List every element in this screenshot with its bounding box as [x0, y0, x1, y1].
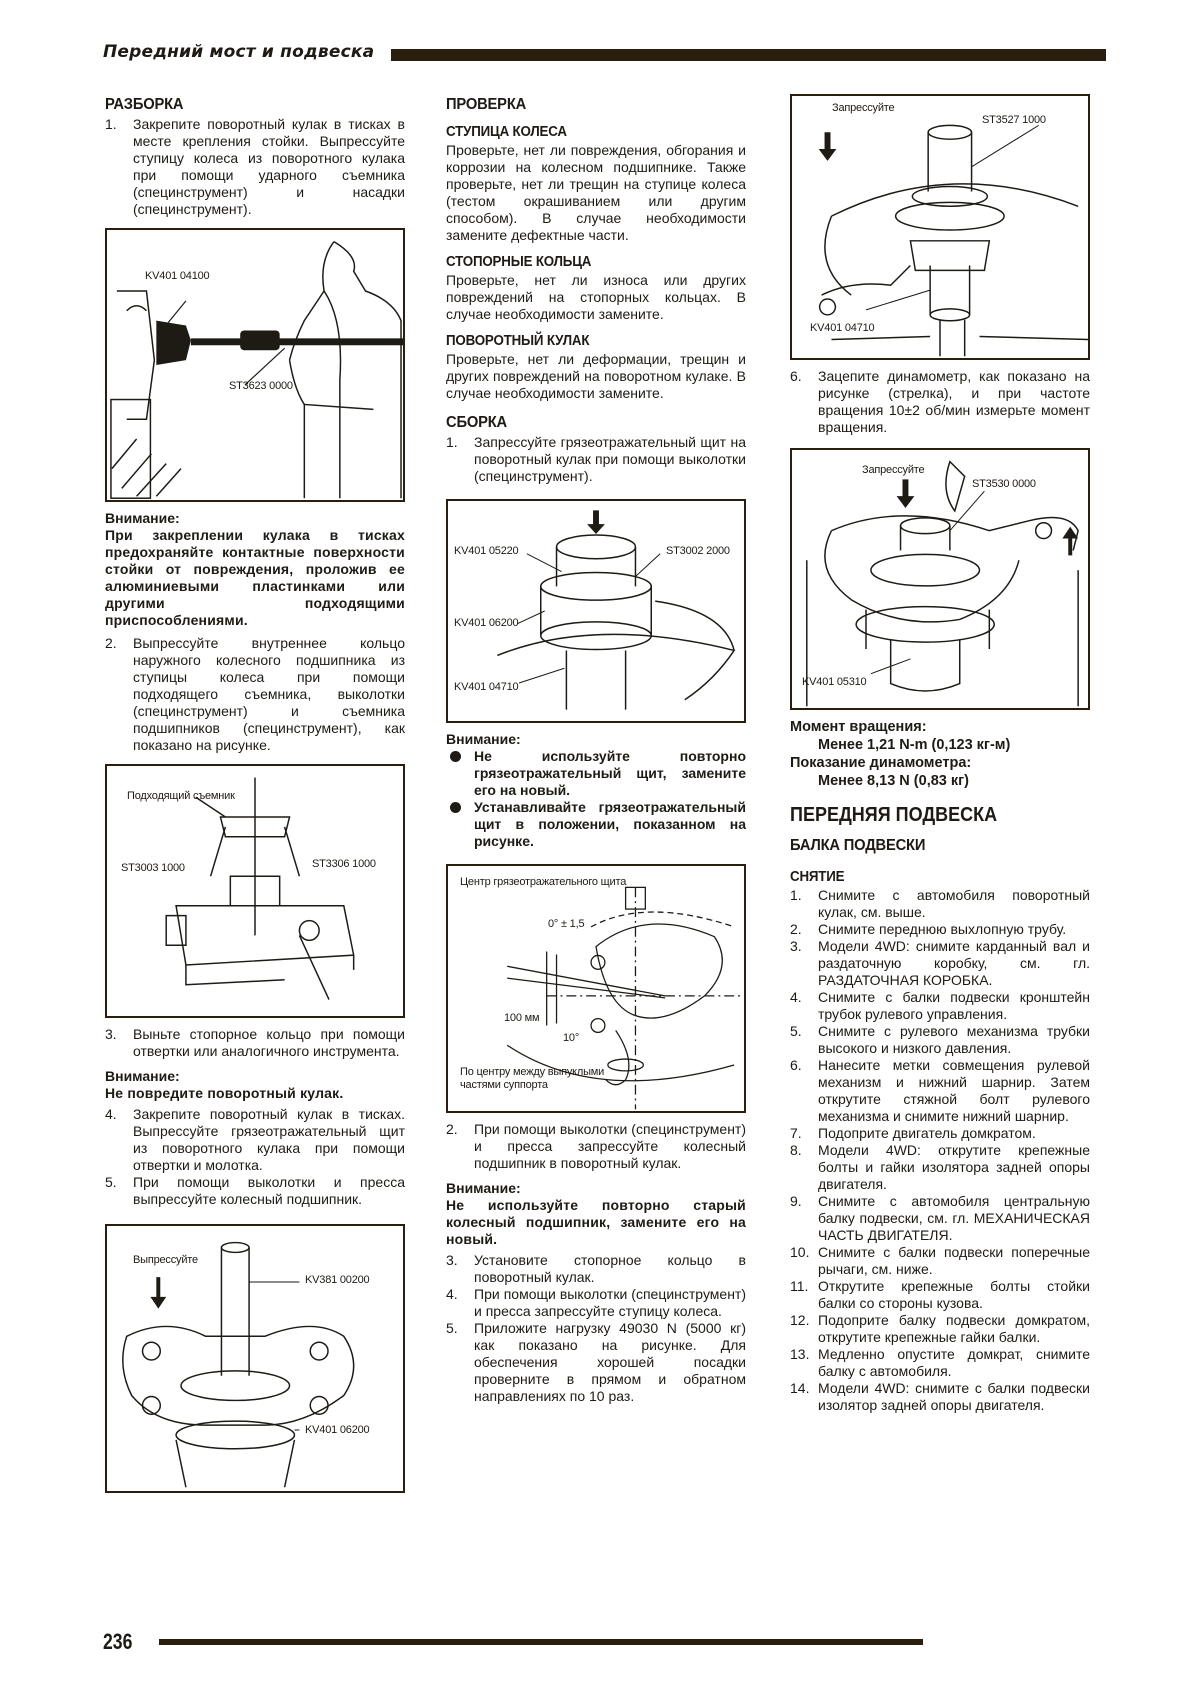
tool-label: Подходящий съемник — [127, 790, 235, 802]
tool-label: ST3002 2000 — [666, 545, 730, 557]
section-heading-inspection: ПРОВЕРКА — [446, 96, 527, 113]
figure-press-in-hub — [790, 94, 1090, 360]
diagram-label: По центру между выпуклыми частями суппорта — [460, 1066, 605, 1091]
figure-press-out-bearing — [105, 1224, 405, 1493]
warning-bullet: Не используйте повторно грязеотражательный щит, замените его на новый. — [446, 748, 746, 799]
tool-label: ST3306 1000 — [312, 858, 376, 870]
page-number: 236 — [103, 1629, 133, 1654]
warning-title: Внимание: — [446, 731, 521, 747]
tool-label: KV401 06200 — [454, 617, 519, 629]
list-item: 4. Закрепите поворотный кулак в тисках. Выпрессуйте грязеотражательный щит из поворотного кулака при помощи отвертки и молотка. — [105, 1106, 405, 1173]
tool-label: KV401 04710 — [454, 681, 519, 693]
tool-label: KV401 06200 — [305, 1424, 370, 1436]
warning-title: Внимание: — [446, 1180, 521, 1196]
subheading-removal: СНЯТИЕ — [790, 869, 845, 885]
warning-title: Внимание: — [105, 1068, 180, 1084]
subheading-steering-knuckle: ПОВОРОТНЫЙ КУЛАК — [446, 333, 590, 349]
page-footer — [103, 1631, 923, 1653]
figure-dust-shield-press — [446, 499, 746, 723]
list-item: 14. Модели 4WD: снимите с балки подвески изолятор задней опоры двигателя. — [790, 1380, 1090, 1413]
disassembly-steps-c — [105, 1026, 405, 1060]
distance-label: 100 мм — [504, 1012, 540, 1024]
list-item: 9. Снимите с автомобиля центральную балку подвески, см. гл. МЕХАНИЧЕСКАЯ ЧАСТЬ ДВИГАТЕЛЯ. — [790, 1193, 1090, 1243]
bearing-puller-illustration — [107, 766, 403, 1016]
tool-label: KV401 05220 — [454, 545, 519, 557]
assembly-steps-a — [446, 434, 746, 485]
footer-rule — [159, 1639, 923, 1645]
column-3 — [790, 96, 1090, 1414]
list-item: 13. Медленно опустите домкрат, снимите балку с автомобиля. — [790, 1346, 1090, 1379]
figure-dynamometer — [790, 448, 1090, 710]
list-item: 6. Зацепите динамометр, как показано на рисунке (стрелка), и при частоте вращения 10±2 об/мин измерьте момент вращения. — [790, 368, 1090, 435]
list-item: 6. Нанесите метки совмещения рулевой механизм и нижний шарнир. Затем открутите стяжной болт рулевого механизма и снимите нижний шарнир. — [790, 1057, 1090, 1124]
spec-torque-label: Момент вращения: — [790, 719, 927, 735]
list-item: 2. При помощи выколотки (специнструмент) и пресса запрессуйте колесный подшипник в поворотный кулак. — [446, 1121, 746, 1171]
list-item: 4. При помощи выколотки (специнструмент) и пресса запрессуйте ступицу колеса. — [446, 1286, 746, 1319]
list-item: 1. Запрессуйте грязеотражательный щит на поворотный кулак при помощи выколотки (специнструмент). — [446, 434, 746, 484]
column-2 — [446, 96, 746, 1405]
figure-slide-hammer — [105, 228, 405, 502]
list-item: 5. Приложите нагрузку 49030 N (5000 кг) как показано на рисунке. Для обеспечения хорошей посадки проверните в прямом и обратном направлениях по 10 раз. — [446, 1320, 746, 1404]
figure-bearing-puller — [105, 764, 405, 1018]
warning-text: Не повредите поворотный кулак. — [105, 1085, 344, 1101]
list-item: 2. Выпрессуйте внутреннее кольцо наружного колесного подшипника из ступицы колеса при помощи подходящего съемника, выколотки (специнструмент) и съемника подшипников (специнструмент), как показано на рисунке. — [105, 635, 405, 753]
paragraph: Проверьте, нет ли деформации, трещин и других повреждений на поворотном кулаке. В случае необходимости замените. — [446, 351, 746, 401]
section-heading-assembly: СБОРКА — [446, 414, 507, 431]
list-item: 4. Снимите с балки подвески кронштейн трубок рулевого управления. — [790, 989, 1090, 1022]
list-item: 1. Закрепите поворотный кулак в тисках в месте крепления стойки. Выпрессуйте ступицу колеса из поворотного кулака при помощи ударного съемника (специнструмент) и насадки (специнструмент). — [105, 116, 405, 217]
column-1 — [105, 96, 405, 1501]
list-item: 12. Подоприте балку подвески домкратом, открутите крепежные гайки балки. — [790, 1312, 1090, 1345]
chapter-title: Передний мост и подвеска — [103, 42, 375, 62]
disassembly-steps-b — [105, 635, 405, 754]
list-item: 5. При помощи выколотки и пресса выпрессуйте колесный подшипник. — [105, 1174, 405, 1207]
tool-label: KV401 04100 — [145, 270, 210, 282]
disassembly-steps-a — [105, 116, 405, 218]
subheading-wheel-hub: СТУПИЦА КОЛЕСА — [446, 124, 567, 140]
list-item: 11. Открутите крепежные болты стойки балки со стороны кузова. — [790, 1278, 1090, 1311]
list-item: 8. Модели 4WD: открутите крепежные болты и гайки изолятора задней опоры двигателя. — [790, 1142, 1090, 1192]
press-in-hub-illustration — [792, 96, 1088, 358]
page-header — [103, 44, 1106, 66]
list-item: 1. Снимите с автомобиля поворотный кулак, см. выше. — [790, 887, 1090, 920]
tool-label: KV401 05310 — [802, 676, 867, 688]
tool-label: ST3003 1000 — [121, 862, 185, 874]
list-item: 5. Снимите с рулевого механизма трубки высокого и низкого давления. — [790, 1023, 1090, 1056]
list-item: 3. Установите стопорное кольцо в поворотный кулак. — [446, 1252, 746, 1285]
angle-label: 0° ± 1,5 — [548, 918, 585, 930]
warning-title: Внимание: — [105, 510, 180, 526]
warning-text: При закреплении кулака в тисках предохраняйте контактные поверхности стойки от повреждения, проложив ее алюминиевыми пластинками или другими подходящими приспособлениями. — [105, 527, 405, 628]
section-title-front-suspension: ПЕРЕДНЯЯ ПОДВЕСКА — [790, 804, 998, 826]
assembly-steps-d — [790, 368, 1090, 436]
tool-label: ST3623 0000 — [229, 380, 293, 392]
paragraph: Проверьте, нет ли повреждения, обгорания и коррозии на колесном подшипнике. Также проверьте, нет ли трещин на ступице колеса (тестом окрашиванием или другим способом). В случае необходимости замените дефектные части. — [446, 142, 746, 243]
figure-dust-shield-position — [446, 864, 746, 1113]
spec-dynamometer-value: Менее 8,13 N (0,83 кг) — [818, 773, 970, 789]
list-item: 10. Снимите с балки подвески поперечные рычаги, см. ниже. — [790, 1244, 1090, 1277]
section-heading-disassembly: РАЗБОРКА — [105, 96, 184, 113]
warning-bullet: Устанавливайте грязеотражательный щит в положении, показанном на рисунке. — [446, 799, 746, 850]
list-item: 7. Подоприте двигатель домкратом. — [790, 1125, 1036, 1141]
subheading-snap-rings: СТОПОРНЫЕ КОЛЬЦА — [446, 254, 592, 270]
list-item: 3. Модели 4WD: снимите карданный вал и раздаточную коробку, см. гл. РАЗДАТОЧНАЯ КОРОБКА. — [790, 938, 1090, 988]
angle-label: 10° — [563, 1032, 580, 1044]
paragraph: Проверьте, нет ли износа или других повреждений на стопорных кольцах. В случае необходимости замените. — [446, 272, 746, 322]
tool-label: ST3527 1000 — [982, 114, 1046, 126]
subsection-title-suspension-beam: БАЛКА ПОДВЕСКИ — [790, 837, 926, 854]
disassembly-steps-d — [105, 1106, 405, 1208]
spec-torque-value: Менее 1,21 N-m (0,123 кг-м) — [818, 737, 1011, 753]
tool-label: KV381 00200 — [305, 1274, 370, 1286]
tool-label: KV401 04710 — [810, 322, 875, 334]
dynamometer-illustration — [792, 450, 1088, 708]
removal-steps — [790, 887, 1090, 1414]
warning-text: Не используйте повторно старый колесный подшипник, замените его на новый. — [446, 1197, 746, 1247]
assembly-steps-b — [446, 1121, 746, 1172]
assembly-steps-c — [446, 1252, 746, 1405]
tool-label: ST3530 0000 — [972, 478, 1036, 490]
header-rule — [391, 49, 1106, 61]
diagram-label: Центр грязеотражательного щита — [460, 876, 627, 888]
spec-dynamometer-label: Показание динамометра: — [790, 755, 972, 771]
action-label: Запрессуйте — [862, 464, 925, 476]
list-item: 2. Снимите переднюю выхлопную трубу. — [790, 921, 1067, 937]
action-label: Выпрессуйте — [133, 1254, 198, 1266]
action-label: Запрессуйте — [832, 102, 895, 114]
list-item: 3. Выньте стопорное кольцо при помощи отвертки или аналогичного инструмента. — [105, 1026, 405, 1059]
